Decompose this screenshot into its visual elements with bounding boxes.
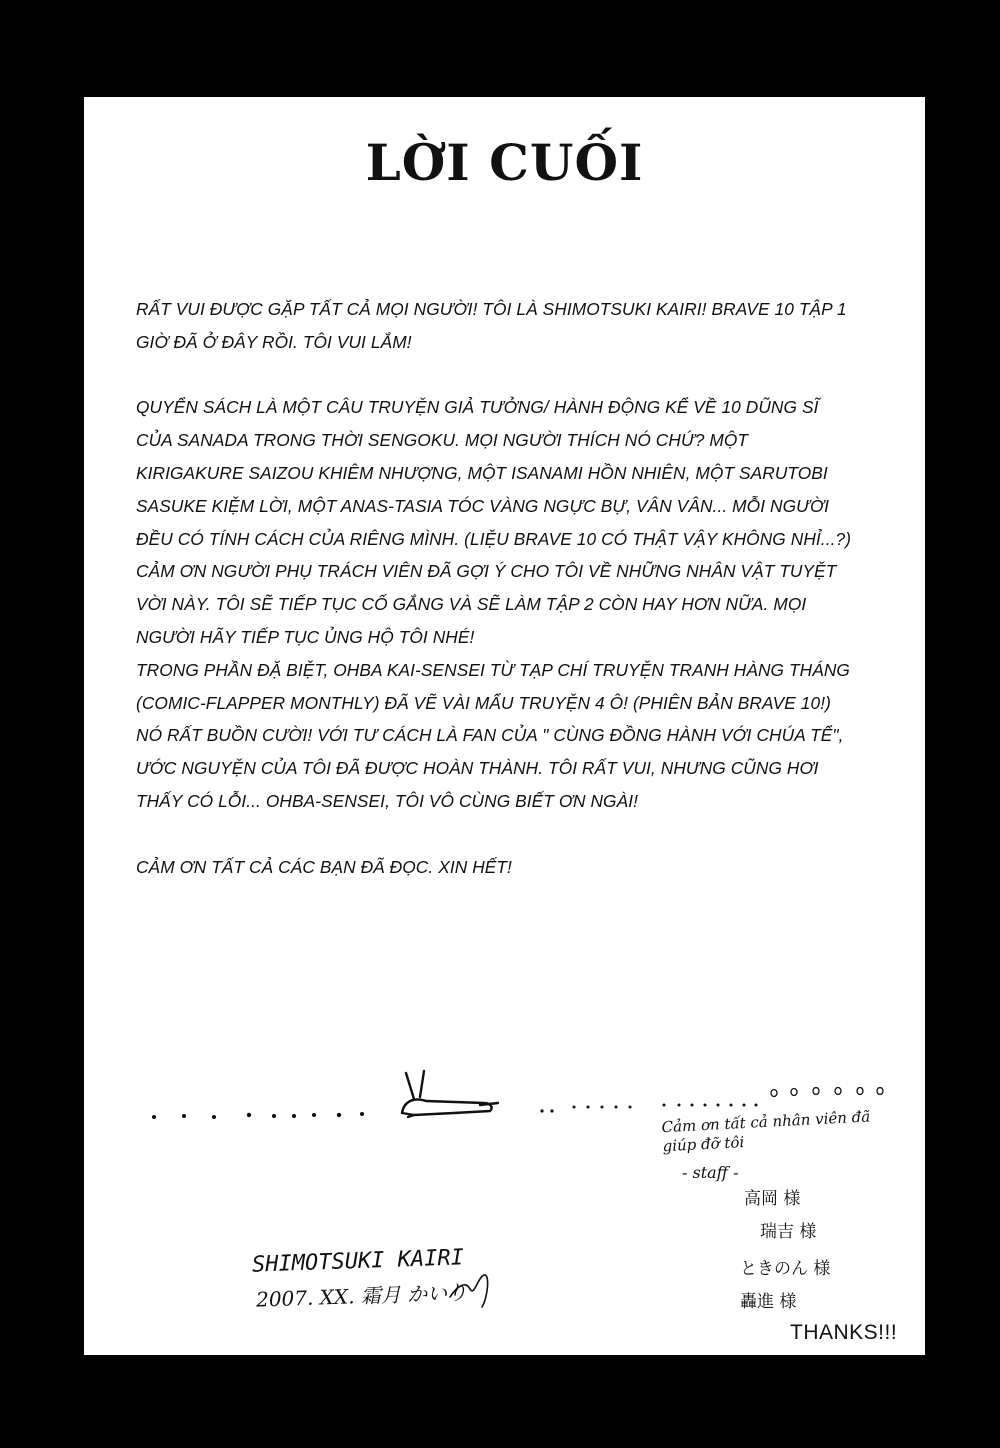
staff-thanks-note: Cảm ơn tất cả nhân viên đã giúp đỡ tôi [661, 1107, 871, 1156]
staff-name-list [724, 1183, 830, 1319]
thanks-text: THANKS!!! [790, 1321, 898, 1344]
paragraph-story: QUYỂN SÁCH LÀ MỘT CÂU TRUYỆN GIẢ TƯỞNG/ HÀNH ĐỘNG KỂ VỀ 10 DŨNG SĨ CỦA SANADA TRONG THỜI SENGOKU. MỌI NGƯỜI THÍCH NÓ CHỨ? MỘT KIRIGAKURE SAIZOU KHIÊM NHƯỢNG, MỘT ISANAMI HỒN NHIÊN, MỘT SARUTOBI SASUKE KIỆM LỜI, MỘT ANAS-TASIA TÓC VÀNG NGỰC BỰ, VÂN VÂN... MỖI NGƯỜI ĐỀU CÓ TÍNH CÁCH CỦA RIÊNG MÌNH. (LIỆU BRAVE 10 CÓ THẬT VẬY KHÔNG NHỈ...?) CẢM ƠN NGƯỜI PHỤ TRÁCH VIÊN ĐÃ GỢI Ý CHO TÔI VỀ NHỮNG NHÂN VẬT TUYỆT VỜI NÀY. TÔI SẼ TIẾP TỤC CỐ GẮNG VÀ SẼ LÀM TẬP 2 CÒN HAY HƠN NỮA. MỌI NGƯỜI HÃY TIẾP TỤC ỦNG HỘ TÔI NHÉ! [136, 397, 852, 647]
staff-label: - staff - [682, 1163, 739, 1182]
paragraph-closing: CẢM ƠN TẤT CẢ CÁC BẠN ĐÃ ĐỌC. XIN HẾT! [136, 856, 512, 877]
afterword-body [136, 293, 856, 883]
rabbit-doodle-icon [394, 1067, 504, 1122]
staff-name: ときのん 様 [740, 1259, 831, 1279]
staff-name: 瑞吉 様 [760, 1222, 817, 1242]
signature-flourish-icon [444, 1267, 504, 1312]
staff-name: 高岡 様 [744, 1189, 801, 1209]
page-title: LỜI CUỐI [365, 133, 644, 192]
author-signature-date: 2007. XX. 霜月 かいり [255, 1280, 468, 1312]
author-signature-name: SHIMOTSUKI KAIRI [251, 1245, 465, 1278]
afterword-page [84, 97, 925, 1355]
staff-name: 轟進 様 [740, 1292, 797, 1312]
paragraph-special: TRONG PHẦN ĐẶ BIỆT, OHBA KAI-SENSEI TỪ TẠP CHÍ TRUYỆN TRANH HÀNG THÁNG (COMIC-FLAPPER MONTHLY) ĐÃ VẼ VÀI MẨU TRUYỆN 4 Ô! (PHIÊN BẢN BRAVE 10!) NÓ RẤT BUỒN CƯỜI! VỚI TƯ CÁCH LÀ FAN CỦA " CÙNG ĐỒNG HÀNH VỚI CHÚA TỂ", ƯỚC NGUYỆN CỦA TÔI ĐÃ ĐƯỢC HOÀN THÀNH. TÔI RẤT VUI, NHƯNG CŨNG HƠI THẤY CÓ LỖI... OHBA-SENSEI, TÔI VÔ CÙNG BIẾT ƠN NGÀI! [136, 659, 850, 811]
paragraph-greeting: RẤT VUI ĐƯỢC GẶP TẤT CẢ MỌI NGƯỜI! TÔI LÀ SHIMOTSUKI KAIRI! BRAVE 10 TẬP 1 GIỜ ĐÃ Ở ĐÂY RỒI. TÔI VUI LẮM! [136, 299, 847, 352]
